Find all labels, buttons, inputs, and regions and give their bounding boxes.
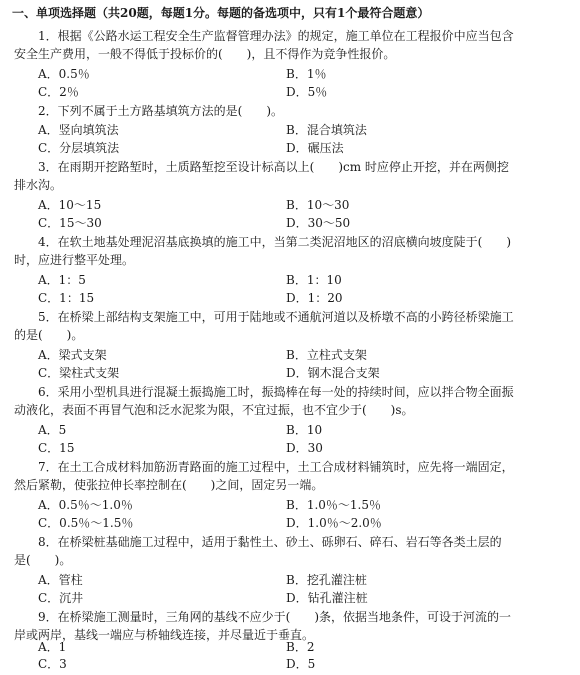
question-7-option-d: D．1.0％～2.0％ [286,516,382,530]
question-5-option-a: A．梁式支架 [38,348,107,362]
question-1-option-c: C．2％ [38,85,79,99]
question-8-option-a: A．管柱 [38,573,83,587]
question-2-option-d: D．碾压法 [286,141,344,155]
question-7-option-b: B．1.0％～1.5％ [286,498,381,512]
question-2-option-a: A．竖向填筑法 [38,123,119,137]
question-9-option-d: D．5 [286,657,316,671]
question-1-line-1: 1．根据《公路水运工程安全生产监督管理办法》的规定，施工单位在工程报价中应当包含 [38,29,514,43]
question-7-line-2: 然后紧勒，使张拉伸长率控制在( )之间，固定另一端。 [14,478,324,492]
question-5-option-d: D．钢木混合支架 [286,366,380,380]
question-9-line-2: 岸或两岸，基线一端应与桥轴线连接，并尽量近于垂直。 [14,628,315,642]
question-4-line-1: 4．在软土地基处理泥沼基底换填的施工中，当第二类泥沼地区的沼底横向坡度陡于( ) [38,235,512,249]
question-6-line-1: 6．采用小型机具进行混凝土振捣施工时，振捣棒在每一处的持续时间，应以拌合物全面振 [38,385,514,399]
question-4-option-d: D．1：20 [286,291,343,305]
question-9-option-b: B．2 [286,640,315,654]
question-4-option-b: B．1：10 [286,273,342,287]
question-8-option-c: C．沉井 [38,591,84,605]
question-4-line-2: 时，应进行整平处理。 [14,253,135,267]
question-7-line-1: 7．在土工合成材料加筋沥青路面的施工过程中，土工合成材料铺筑时，应先将一端固定， [38,460,514,474]
question-7-option-c: C．0.5％～1.5％ [38,516,134,530]
question-5-line-2: 的是( )。 [14,328,84,342]
question-8-line-1: 8．在桥梁桩基础施工过程中，适用于黏性土、砂土、砾卵石、碎石、岩石等各类土层的 [38,535,502,549]
question-3-option-c: C．15～30 [38,216,102,230]
question-5-option-b: B．立柱式支架 [286,348,367,362]
question-4-option-c: C．1：15 [38,291,95,305]
question-3-option-d: D．30～50 [286,216,351,230]
question-2-option-b: B．混合填筑法 [286,123,367,137]
question-2-line-1: 2．下列不属于土方路基填筑方法的是( )。 [38,104,283,118]
question-6-line-2: 动液化，表面不再冒气泡和泛水泥浆为限，不宜过振，也不宜少于( )s。 [14,403,414,417]
question-2-option-c: C．分层填筑法 [38,141,120,155]
section-title: 一、单项选择题（共20题，每题1分。每题的备选项中，只有1个最符合题意） [12,6,430,20]
question-6-option-b: B．10 [286,423,323,437]
question-3-line-2: 排水沟。 [14,178,63,192]
question-8-option-b: B．挖孔灌注桩 [286,573,367,587]
question-3-option-a: A．10～15 [38,198,102,212]
question-6-option-a: A．5 [38,423,67,437]
question-5-option-c: C．梁柱式支架 [38,366,120,380]
question-9-line-1: 9．在桥梁施工测量时，三角网的基线不应少于( )条，依据当地条件，可设于河流的一 [38,610,512,624]
question-3-option-b: B．10～30 [286,198,350,212]
question-9-option-c: C．3 [38,657,67,671]
question-3-line-1: 3．在雨期开挖路堑时，土质路堑挖至设计标高以上( )cm 时应停止开挖，并在两侧挖 [38,160,509,174]
question-6-option-c: C．15 [38,441,75,455]
question-1-option-b: B．1％ [286,67,327,81]
question-5-line-1: 5．在桥梁上部结构支架施工中，可用于陆地或不通航河道以及桥墩不高的小跨径桥梁施工 [38,310,514,324]
question-8-line-2: 是( )。 [14,553,72,567]
question-1-option-d: D．5％ [286,85,328,99]
question-1-line-2: 安全生产费用，一般不得低于投标价的( )，且不得作为竞争性报价。 [14,47,396,61]
question-8-option-d: D．钻孔灌注桩 [286,591,368,605]
question-6-option-d: D．30 [286,441,323,455]
question-9-option-a: A．1 [38,640,67,654]
question-7-option-a: A．0.5％～1.0％ [38,498,133,512]
question-1-option-a: A．0.5％ [38,67,90,81]
question-4-option-a: A．1：5 [38,273,86,287]
